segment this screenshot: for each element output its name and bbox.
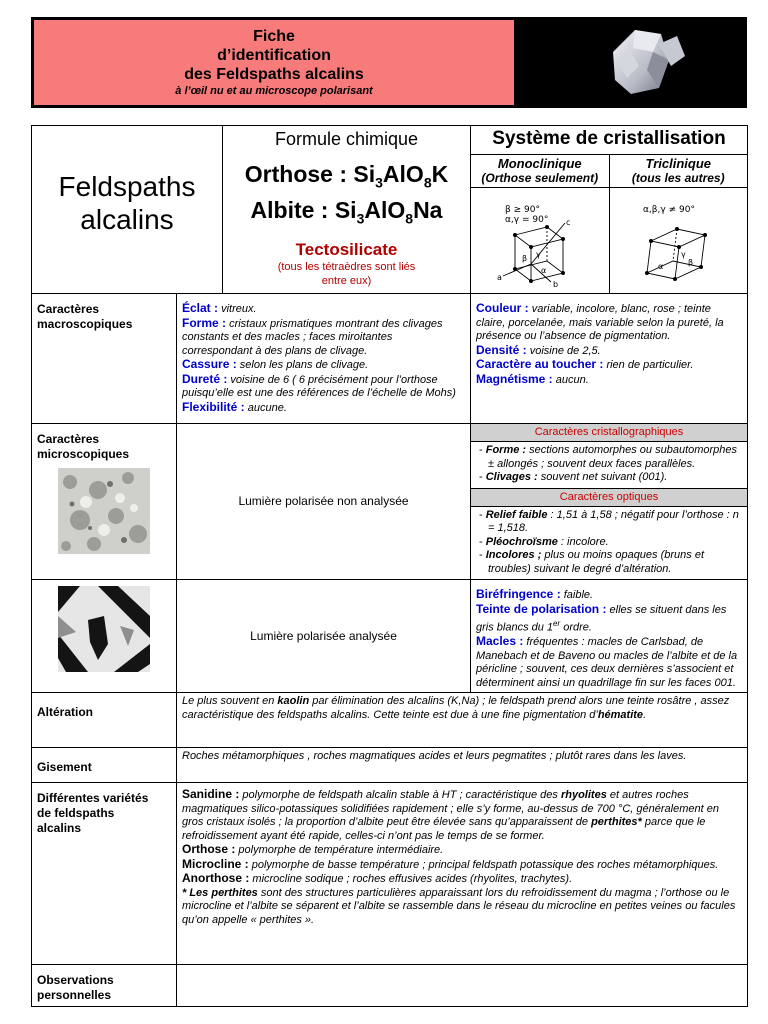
mineral-name-line-1: Feldspaths	[58, 171, 196, 202]
alteration-label: Altération	[32, 693, 177, 748]
varieties-label: Différentes variétés de feldspaths alcalins	[32, 783, 177, 965]
albite-formula: Albite : $Si_3AlO_8Na$	[250, 196, 443, 227]
monoclinic-lattice-cell	[471, 188, 609, 294]
svg-text:α: α	[540, 266, 547, 275]
alteration-text: Le plus souvent en kaolin par élimination des alcalins (K,Na) ; le feldspath prend alors une teinte rosâtre , assez caractéristique des feldspaths alcalins. Cette teinte est due à une fine pigmentation d’hématite.	[177, 693, 748, 748]
lpna-inner-table	[471, 424, 747, 579]
lpa-photo-cell	[32, 580, 177, 693]
lpna-label-cell	[177, 424, 471, 580]
lpa-label-cell	[177, 580, 471, 693]
svg-text:γ: γ	[681, 250, 686, 259]
lpna-thin-section-photo	[58, 468, 150, 554]
feldspar-crystal-photo	[573, 22, 723, 104]
banner-line-1: Fiche	[253, 28, 295, 45]
svg-text:β ≥ 90°: β ≥ 90°	[504, 205, 540, 215]
svg-text:γ: γ	[535, 250, 541, 259]
tectosilicate-note-2: entre eux)	[321, 275, 372, 288]
list-item: - Incolores ; plus ou moins opaques (bruns et troubles) suivant le degré d’altération.	[475, 549, 743, 576]
formula-title: Formule chimique	[274, 129, 419, 149]
title-banner	[31, 17, 747, 108]
crystal-system-title: Système de cristallisation	[471, 126, 747, 155]
observations-label: Observations personnelles	[32, 965, 177, 1007]
orthose-formula: Orthose : $Si_3AlO_8K$	[244, 161, 449, 191]
mineral-name-line-2: alcalins	[80, 204, 174, 235]
list-item: - Forme : sections automorphes ou subautomorphes ± allongés ; souvent deux faces parallèles.	[475, 444, 743, 471]
lpna-label: Lumière polarisée non analysée	[238, 494, 409, 508]
lpa-thin-section-photo	[58, 586, 150, 672]
triclinic-lattice-diagram	[613, 189, 743, 287]
gisement-text: Roches métamorphiques , roches magmatiques acides et leurs pegmatites ; plutôt rares dans les laves.	[177, 748, 748, 783]
lpna-details	[471, 424, 748, 580]
tectosilicate-note-1: (tous les tétraèdres sont liés	[277, 261, 416, 274]
banner-line-2: d’identification	[217, 47, 331, 64]
monoclinic-header: Monoclinique (Orthose seulement)	[471, 155, 609, 188]
svg-text:α: α	[658, 262, 664, 271]
list-item: - Clivages : souvent net suivant (001).	[475, 471, 743, 485]
observations-field[interactable]	[177, 965, 748, 1007]
svg-text:α,β,γ ≠ 90°: α,β,γ ≠ 90°	[643, 205, 696, 215]
triclinic-lattice-cell	[609, 188, 747, 294]
svg-text:β: β	[688, 258, 694, 267]
list-item: - Pléochroïsme : incolore.	[475, 536, 743, 550]
banner-subtitle: à l’œil nu et au microscope polarisant	[175, 85, 373, 97]
svg-text:b: b	[552, 280, 558, 287]
lpa-details: Biréfringence : faible. Teinte de polarisation : elles se situent dans les gris blancs du 1er ordre. Macles : fréquentes : macles de Carlsbad, de Manebach et de Baveno ou macles de l’albite et de la péricline ; souvent, ces deux dernières s’associent et déterminent ainsi un quadrillage fin sur les faces 001.	[471, 580, 748, 693]
macroscopic-right: Couleur : variable, incolore, blanc, rose ; teinte claire, porcelanée, mais variable selon la pureté, la présence ou l’absence de pigmentation. Densité : voisine de 2,5. Caractère au toucher : rien de particulier. Magnétisme : aucun.	[471, 294, 748, 424]
macroscopic-label: Caractères macroscopiques	[32, 294, 177, 424]
monoclinic-lattice-diagram	[475, 189, 605, 287]
banner-line-3: des Feldspaths alcalins	[184, 66, 364, 83]
crystal-system-cell	[471, 126, 748, 294]
identification-table	[31, 125, 748, 1007]
formula-cell	[223, 126, 471, 294]
mineral-name-cell	[32, 126, 223, 294]
microscopic-label: Caractères microscopiques	[32, 424, 177, 580]
svg-text:β: β	[521, 254, 527, 263]
lpa-label: Lumière polarisée analysée	[250, 628, 397, 643]
svg-text:c: c	[565, 218, 571, 227]
tectosilicate-label: Tectosilicate	[295, 240, 398, 260]
optical-subheader: Caractères optiques	[471, 488, 747, 506]
varieties-text: Sanidine : polymorphe de feldspath alcalin stable à HT ; caractéristique des rhyolites et autres roches magmatiques silico-potassiques solidifiées rapidement ; elle s’y forme, au-dessus de 700 °C, généralement en gros cristaux isolés ; la proportion d’albite peut être élevée sans qu’apparaissent de perthites* parce que le refroidissement ayant été rapide, celles-ci n’ont pas le temps de se former. Orthose : polymorphe de température intermédiaire. Microcline : polymorphe de basse température ; principal feldspath potassique des roches métamorphiques. Anorthose : microcline sodique ; roches effusives acides (rhyolites, trachytes). * Les perthites sont des structures particulières apparaissant lors du refroidissement du magma ; l’orthose ou le microcline et l’albite se séparent et l’albite se rassemble dans le réseau du microcline en petites veines ou facules qu’on appelle « perthites ».	[177, 783, 748, 965]
optical-list	[475, 509, 743, 577]
svg-text:α,γ = 90°: α,γ = 90°	[504, 215, 549, 225]
list-item: - Relief faible : 1,51 à 1,58 ; négatif pour l’orthose : n = 1,518.	[475, 509, 743, 536]
macroscopic-left: Éclat : vitreux. Forme : cristaux prismatiques montrant des clivages constants et des macles ; faces miroitantes correspondant à des plans de clivage. Cassure : selon les plans de clivage. Dureté : voisine de 6 ( 6 précisément pour l’orthose puisqu’elle est une des références de l’échelle de Mohs) Flexibilité : aucune.	[177, 294, 471, 424]
triclinic-header: Triclinique (tous les autres)	[609, 155, 747, 188]
crystallographic-list	[475, 444, 743, 485]
gisement-label: Gisement	[32, 748, 177, 783]
svg-text:a: a	[496, 273, 502, 282]
crystal-system-table	[471, 126, 747, 293]
crystallographic-subheader: Caractères cristallographiques	[471, 424, 747, 442]
banner-title-box	[34, 20, 514, 105]
